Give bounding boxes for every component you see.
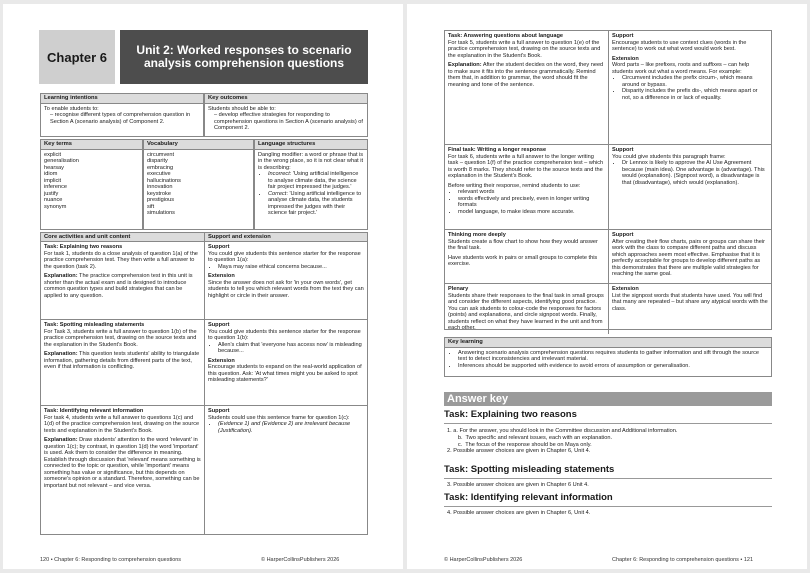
left-footer: 120 • Chapter 6: Responding to comprehension questions	[40, 557, 182, 563]
language-structures: Language structures Dangling modifier: a word or phrase that is in the wrong place, so it is not clear what it is describing: • Incorrect: 'Using artificial intelligence to analyse climate data, the science fair project impressed the judges.' • Correct: 'Using artificial intelligence to analyse climate data, the students impressed the judges with their science fair project.'	[254, 139, 368, 230]
ak-heading: Task: Explaining two reasons	[444, 409, 577, 420]
task-row: Task: Answering questions about language For task 5, students write a full answer to question 1(e) of the practice comprehension test, drawing on the source texts and the explanation in the Student's Book. Explanation: After the student decides on the word, they need to make sure it fits into the sentence grammatically. Remind them that, in addition to grammar, the word should fit the meaning and tone of the sentence. Support Encourage students to use context clues (words in the sentence) to work out what word would work best. Extension Word parts – like prefixes, roots and suffixes – can help students work out what a word means. For example: • Circumvent includes the prefix circum-, which means around or bypass. • Disparity includes the prefix dis-, which means apart or not, so a difference in or lack of equality.	[445, 31, 771, 145]
task-row: Task: Identifying relevant information For task 4, students write a full answer to questions 1(c) and 1(d) of the practice comprehension test, drawing on the source texts and explanation in the Student's Book. Explanation: Draw students' attention to the word 'relevant' in question 1(c); by contrast, in question 1(d) the word 'important' is used. Ask them to consider the difference in meaning. Establish through discussion that 'relevant' means something is connected to the topic or question, while 'important' means something has value or significance, but this depends on someone's opinion or a standard. Therefore, something can be important but not relevant – and vice versa. Support Students could use this sentence frame for question 1(c): • (Evidence 1) and (Evidence 2) are irrelevant because (Justification).	[41, 406, 367, 534]
key-terms: Key terms explicit generalisation hearsay idiom implicit inference justify nuance synonym	[40, 139, 143, 230]
task-row: Final task: Writing a longer response For task 6, students write a full answer to the longer writing task – question 1(f) of the practice comprehension test – which is worth 8 marks. They should refer to the source texts and the explanation in the Student's Book. Before writing their response, remind students to use: • relevant words • words effectively and precisely, even in longer writing formats • model language, to make ideas more accurate. Support You could give students this paragraph frame: • Dr Lennox is likely to approve the AI Use Agreement because (main idea). One advantage is (advantage). This would (explanation). (Signpost word), a disadvantage is that (disadvantage), which would (explanation).	[445, 145, 771, 230]
vocabulary-list: circumvent disparity embracing executive hallucinations innovation keystroke prestigious sift simulations	[147, 151, 181, 216]
ak-list: 1. a. For the answer, you should look in the Committee discussion and Additional information. b. Two specific and relevant issues, each with an explanation. c. The focus of the response should be on Maya only. 2. Possible answer choices are given in Chapter 6, Unit 4.	[447, 428, 678, 455]
left-copyright: © HarperCollinsPublishers 2026	[261, 557, 340, 563]
key-outcomes: Key outcomes Students should be able to: – develop effective strategies for responding to comprehension questions in Section A (scenario analysis) of Component 2.	[204, 93, 368, 137]
task-row: Plenary Students share their responses to the final task in small groups and consider the different aspects, identifying good practice. You can ask students to colour-code the responses for factors (points) and explanations, and circle signpost words. Finally, students reflect on what they have learned in the unit and from each other. Extension List the signpost words that students have used. You will find that many are repeated – but share any atypical words with the class.	[445, 284, 771, 334]
learning-intentions: Learning intentions To enable students to: – recognise different types of comprehension question in Section A (scenario analysis) of Component 2.	[40, 93, 204, 137]
unit-title: Unit 2: Worked responses to scenario analysis comprehension questions	[120, 30, 368, 84]
ak-heading: Task: Spotting misleading statements	[444, 464, 615, 475]
task-row: Task: Explaining two reasons For task 1, students do a close analysis of question 1(a) of the practice comprehension test. They then write a full answer to the question (task 2). Explanation: The practice comprehension test in this unit is shorter than the actual exam and is designed to introduce common question types and build strategies that can be applied to any question. Support You could give students this sentence starter for the response to question 1(a): • Maya may raise ethical concerns because... Extension Since the answer does not ask for 'in your own words', get students to tell you which relevant words from the text they can highlight or circle in their answer.	[41, 242, 367, 320]
continued-table	[444, 30, 772, 330]
right-copyright: © HarperCollinsPublishers 2026	[444, 557, 523, 563]
right-footer: Chapter 6: Responding to comprehension questions • 121	[612, 557, 754, 563]
left-page	[3, 4, 403, 569]
ak-list: 4. Possible answer choices are given in Chapter 6, Unit 4.	[447, 510, 591, 516]
core-activities-table: Core activities and unit content Support and extension Task: Explaining two reasons For task 1, students do a close analysis of question 1(a) of the practice comprehension test. They then write a full answer to the question (task 2). Explanation: The practice comprehension test in this unit is shorter than the actual exam and is designed to introduce common question types and build strategies that can be applied to any question. Support You could give students this sentence starter for the response to question 1(a): • Maya may raise ethical concerns because... Extension Since the answer does not ask for 'in your own words', get students to tell you which relevant words from the text they can highlight or circle in their answer. Task: Spotting misleading statements For Task 3, students write a full answer to question 1(b) of the practice comprehension test, drawing on the source texts and the explanation in the Student's Book. Explanation: This question tests students' ability to triangulate information, gathering details from different parts of the text, even if that information is conflicting. Support You could give students this sentence starter for the response to question 1(b): • Allen's claim that 'everyone has access now' is misleading because... Extension Encourage students to expand on the real-world application of this question. Ask: 'At what times might you be asked to spot misleading statements?' Task: Identifying relevant information For task 4, students write a full answer to questions 1(c) and 1(d) of the practice comprehension test, drawing on the source texts and explanation in the Student's Book. Explanation: Draw students' attention to the word 'relevant' in question 1(c); by contrast, in question 1(d) the word 'important' is used. Ask them to consider the difference in meaning. Establish through discussion that 'relevant' means something is connected to the topic or question, while 'important' means something has value or significance, but this depends on someone's opinion or a standard. Therefore, something can be important but not relevant – and vice versa. Support Students could use this sentence frame for question 1(c): • (Evidence 1) and (Evidence 2) are irrelevant because (Justification).	[40, 232, 368, 535]
chapter-label: Chapter 6	[39, 30, 115, 84]
ak-list: 3. Possible answer choices are given in Chapter 6 Unit 4.	[447, 482, 589, 488]
task-row: Thinking more deeply Students create a flow chart to show how they would answer the final task. Have students work in pairs or small groups to complete this exercise. Support After creating their flow charts, pairs or groups can share their work with the class to compare different paths and discuss which approaches seem most effective. Emphasise that it is perfectly acceptable for groups to develop different paths as this demonstrates that there are multiple valid strategies for reaching the same goal.	[445, 230, 771, 284]
right-page	[407, 4, 807, 569]
answer-key-title: Answer key	[444, 392, 772, 406]
ak-heading: Task: Identifying relevant information	[444, 492, 613, 503]
vocabulary: Vocabulary circumvent disparity embracing executive hallucinations innovation keystroke prestigious sift simulations	[143, 139, 254, 230]
task-row: Task: Spotting misleading statements For Task 3, students write a full answer to question 1(b) of the practice comprehension test, drawing on the source texts and the explanation in the Student's Book. Explanation: This question tests students' ability to triangulate information, gathering details from different parts of the text, even if that information is conflicting. Support You could give students this sentence starter for the response to question 1(b): • Allen's claim that 'everyone has access now' is misleading because... Extension Encourage students to expand on the real-world application of this question. Ask: 'At what times might you be asked to spot misleading statements?'	[41, 320, 367, 406]
key-terms-list: explicit generalisation hearsay idiom implicit inference justify nuance synonym	[44, 151, 79, 210]
key-learning: Key learning • Answering scenario analysis comprehension questions requires students to gather information and sift through the source text to detect inconsistencies and irrelevant material. • Inferences should be supported with evidence to avoid errors of assumption or generalisation.	[444, 337, 772, 377]
